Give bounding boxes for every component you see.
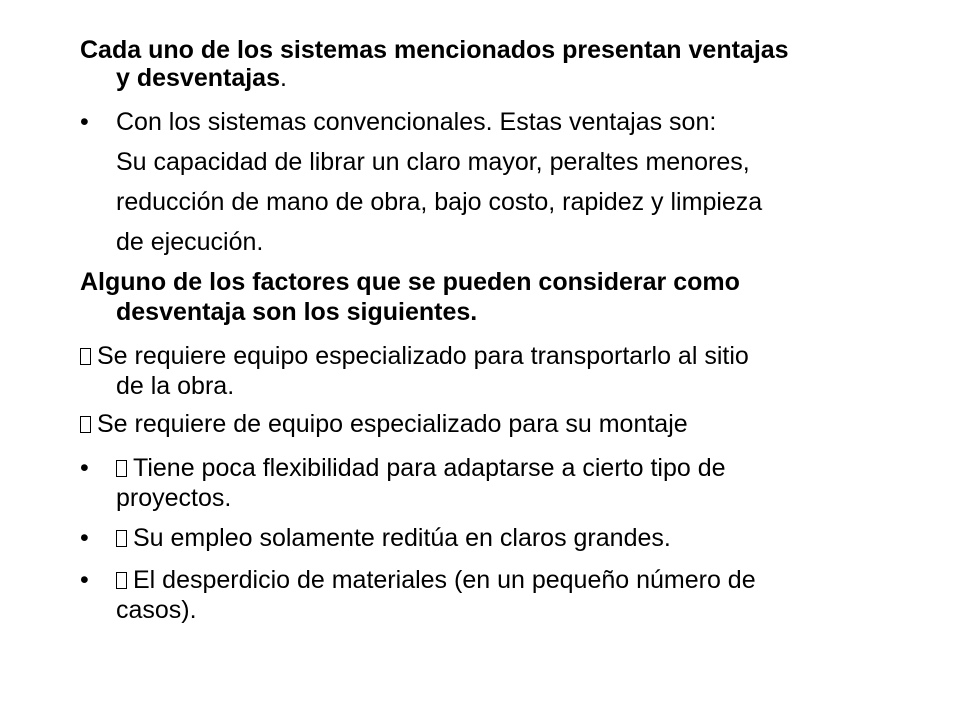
paragraph-line (116, 106, 896, 138)
text: Su capacidad de librar un claro mayor, peraltes menores, (116, 148, 750, 176)
text: y desventajas (116, 64, 280, 92)
missing-glyph-icon (116, 530, 127, 547)
text: . (280, 64, 287, 92)
text: de ejecución. (116, 228, 264, 256)
paragraph-line (116, 62, 936, 94)
text: El desperdicio de materiales (en un pequeño número de (133, 566, 756, 594)
paragraph-line (116, 226, 896, 258)
paragraph-line (116, 296, 936, 328)
text: Con los sistemas convencionales. Estas ventajas son: (116, 108, 717, 136)
missing-glyph-icon (116, 572, 127, 589)
bullet-icon: • (80, 524, 89, 552)
text: reducción de mano de obra, bajo costo, rapidez y limpieza (116, 188, 763, 216)
text: Tiene poca flexibilidad para adaptarse a cierto tipo de (133, 454, 726, 482)
text: Se requiere de equipo especializado para su montaje (97, 410, 688, 438)
text: Se requiere equipo especializado para transportarlo al sitio (97, 342, 749, 370)
bullet-icon: • (80, 566, 89, 594)
paragraph-line (80, 266, 900, 298)
text: casos). (116, 596, 197, 624)
paragraph-line (116, 452, 896, 484)
bullet-icon: • (80, 454, 89, 482)
text: proyectos. (116, 484, 232, 512)
paragraph-line (80, 408, 900, 440)
paragraph-line (116, 482, 936, 514)
missing-glyph-icon (80, 416, 91, 433)
paragraph-line (116, 564, 896, 596)
paragraph-line (80, 340, 900, 372)
text: Alguno de los factores que se pueden considerar como (80, 268, 740, 296)
text: desventaja son los siguientes. (116, 298, 478, 326)
missing-glyph-icon (80, 348, 91, 365)
missing-glyph-icon (116, 460, 127, 477)
bullet-icon: • (80, 108, 89, 136)
paragraph-line (116, 146, 896, 178)
paragraph-line (116, 594, 936, 626)
text: Su empleo solamente reditúa en claros grandes. (133, 524, 671, 552)
paragraph-line (116, 522, 896, 554)
text: de la obra. (116, 372, 235, 400)
paragraph-line (116, 370, 936, 402)
paragraph-line (116, 186, 896, 218)
text: Cada uno de los sistemas mencionados presentan ventajas (80, 36, 789, 64)
